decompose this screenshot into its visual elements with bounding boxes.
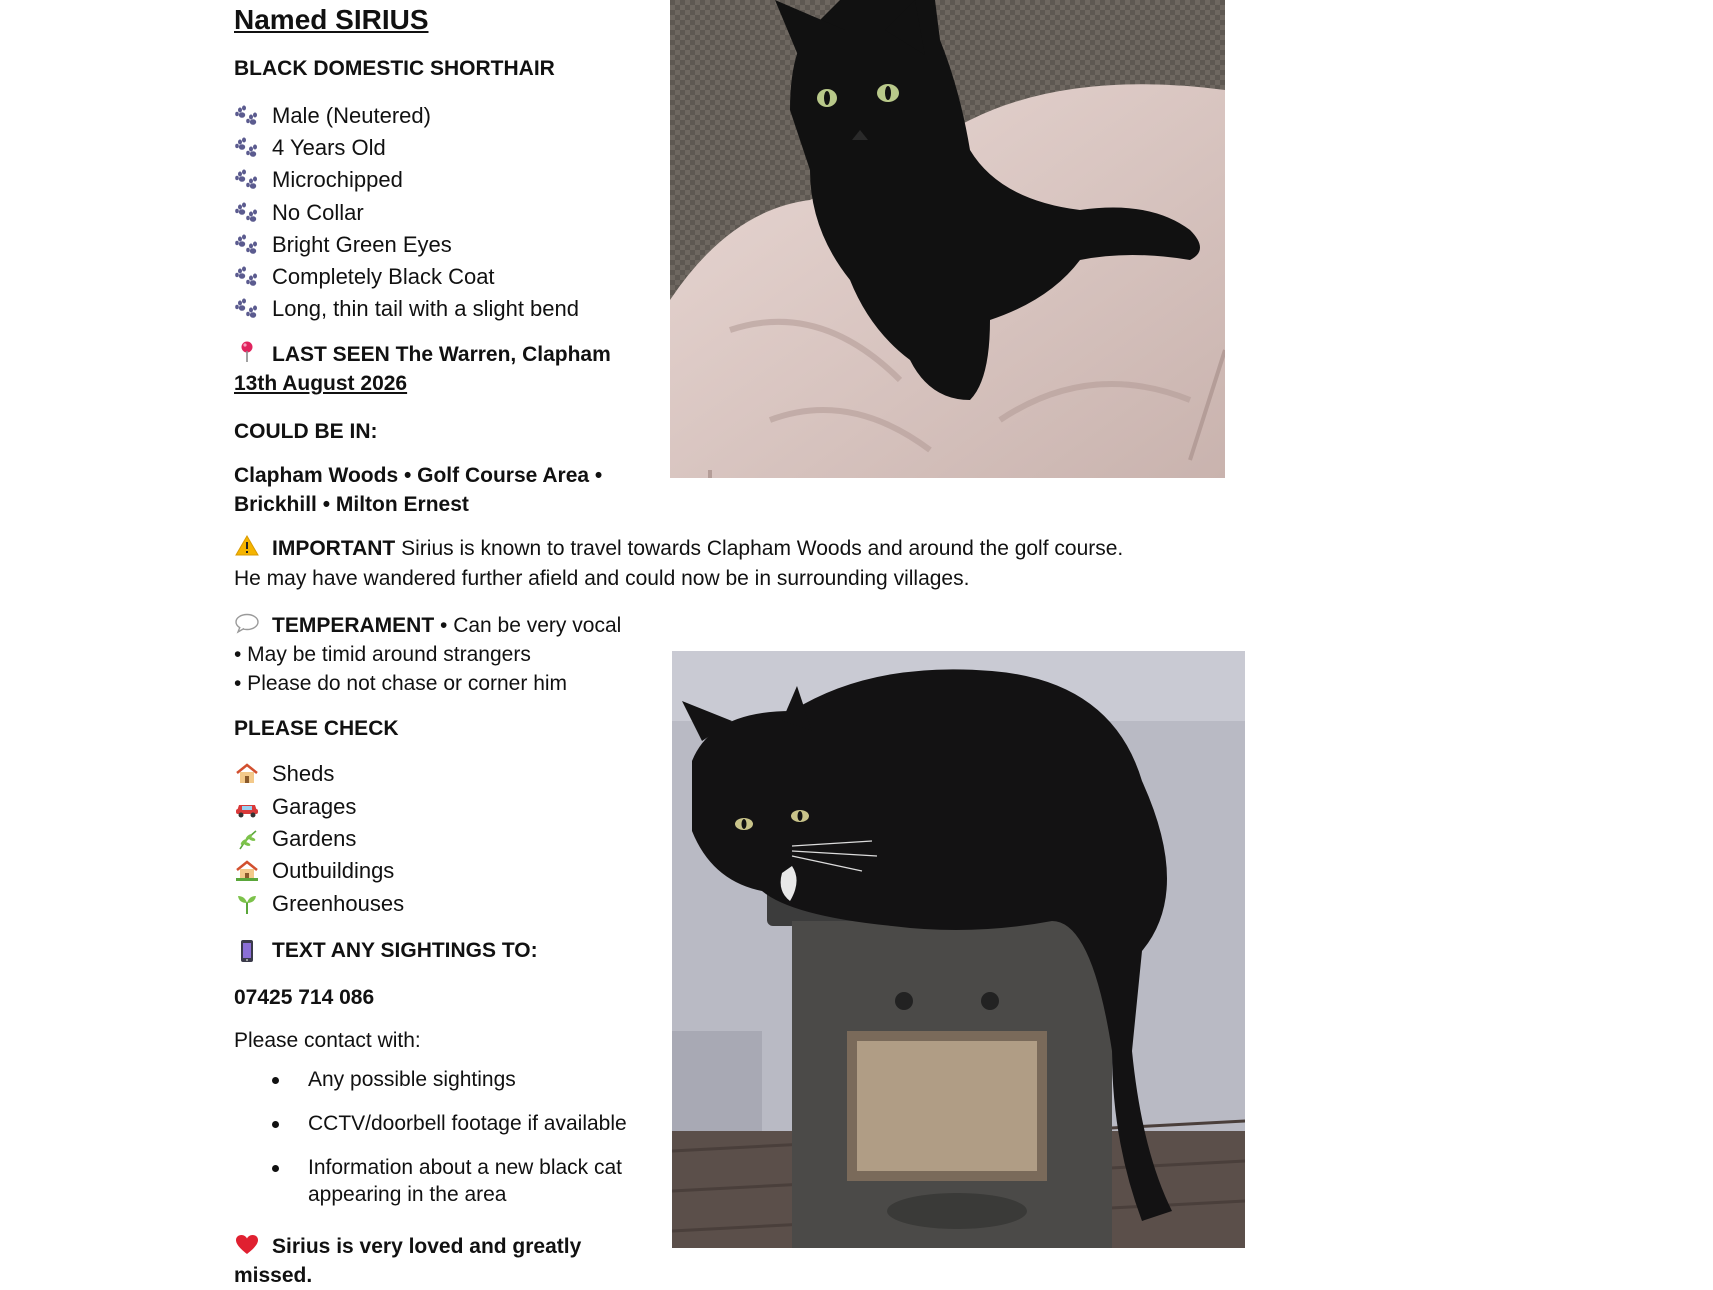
cat-photo-stove [672,651,1245,1248]
list-item [234,132,579,164]
list-item [234,790,404,822]
bullet [272,1121,279,1128]
detail-text: Completely Black Coat [272,264,495,290]
pushpin-icon [234,340,264,364]
list-item [234,1154,654,1208]
house-garden-icon [234,859,264,883]
paw-prints-icon [234,168,264,192]
possible-locations: Clapham Woods • Golf Course Area • Brickhill • Milton Ernest [234,464,603,516]
text-sightings [234,936,538,966]
bullet [272,1165,279,1172]
cat-photo-blanket [670,0,1225,478]
temperament-label: TEMPERAMENT [272,614,435,637]
seedling-icon [234,892,264,916]
heart-icon [234,1233,264,1257]
paw-prints-icon [234,297,264,321]
contact-list [234,1066,654,1225]
list-item [234,1066,654,1093]
list-item [234,261,579,293]
important-note [234,534,1134,594]
speech-bubble-icon [234,611,264,635]
check-item-label: Gardens [272,825,357,851]
house-icon [234,762,264,786]
please-check-list [234,758,404,920]
car-icon [234,795,264,819]
warning-icon [234,534,264,558]
contact-item: Information about a new black cat appearing in the area [308,1156,623,1206]
could-be-in-heading: COULD BE IN: [234,420,378,443]
detail-text: Bright Green Eyes [272,231,452,257]
list-item [234,197,579,229]
check-item-label: Garages [272,793,357,819]
temperament-line-2: • May be timid around strangers [234,643,531,666]
text-sightings-label: TEXT ANY SIGHTINGS TO: [272,939,538,962]
temperament-line-1: • Can be very vocal [440,614,622,637]
important-text: Sirius is known to travel towards Clapham Woods and around the golf course. He may have wandered further afield and could now be in surrounding villages. [234,537,1124,590]
contact-item: CCTV/doorbell footage if available [308,1112,627,1135]
list-item [234,229,579,261]
list-item [234,855,404,887]
last-seen [234,340,674,398]
temperament-line-3: • Please do not chase or corner him [234,672,568,695]
list-item [234,293,579,325]
phone-number: 07425 714 086 [234,986,375,1009]
bullet [272,1077,279,1084]
detail-text: Microchipped [272,167,403,193]
check-item-label: Sheds [272,761,335,787]
cat-breed: BLACK DOMESTIC SHORTHAIR [234,57,555,80]
please-check-heading: PLEASE CHECK [234,717,399,740]
list-item [234,758,404,790]
detail-text: No Collar [272,199,364,225]
cat-details-list [234,100,579,325]
last-seen-date: 13th August 2026 [234,372,408,395]
list-item [234,823,404,855]
mobile-phone-icon [234,939,264,963]
detail-text: Long, thin tail with a slight bend [272,296,579,322]
list-item [234,888,404,920]
herb-icon [234,827,264,851]
contact-intro: Please contact with: [234,1029,421,1052]
list-item [234,100,579,132]
temperament [234,611,704,698]
paw-prints-icon [234,104,264,128]
lost-cat-poster [200,0,1500,1285]
closing-text: Sirius is very loved and greatly missed. [234,1235,582,1287]
contact-item: Any possible sightings [308,1068,516,1091]
closing-message [234,1232,654,1290]
paw-prints-icon [234,136,264,160]
paw-prints-icon [234,265,264,289]
important-label: IMPORTANT [272,537,396,560]
check-item-label: Outbuildings [272,858,395,884]
check-item-label: Greenhouses [272,890,405,916]
detail-text: 4 Years Old [272,135,386,161]
poster-title: Named SIRIUS [234,4,429,35]
last-seen-label: LAST SEEN The Warren, Clapham [272,343,611,366]
paw-prints-icon [234,233,264,257]
list-item [234,1110,654,1137]
list-item [234,164,579,196]
detail-text: Male (Neutered) [272,103,431,129]
paw-prints-icon [234,201,264,225]
